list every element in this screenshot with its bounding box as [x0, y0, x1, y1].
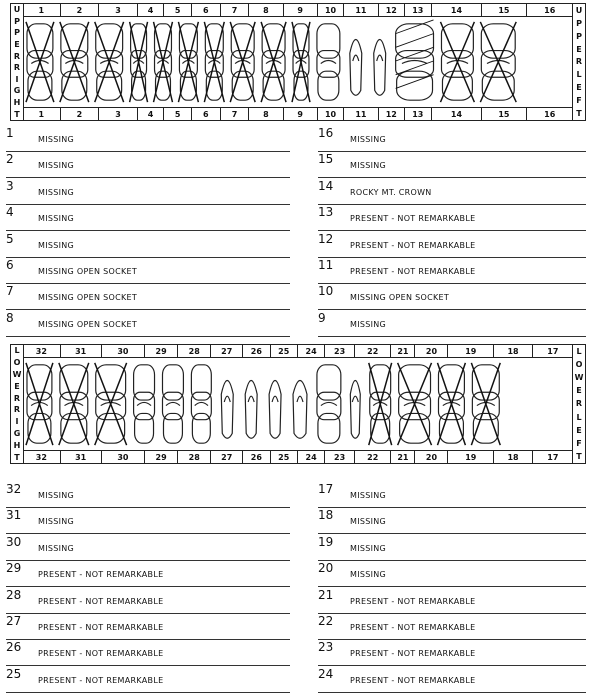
tooth-number-9: 9 [284, 4, 318, 16]
tooth-number-10: 10 [318, 4, 345, 16]
side-letter: E [14, 381, 20, 391]
tooth-note-13 [318, 205, 586, 231]
tooth-note-23 [318, 640, 586, 666]
tooth-note-text: MISSING [38, 543, 75, 553]
tooth-number-32: 32 [23, 451, 61, 463]
tooth-note-11 [318, 258, 586, 284]
upper-teeth-diagram [23, 16, 573, 108]
tooth-note-number: 7 [6, 284, 14, 299]
tooth-number-12: 12 [379, 4, 406, 16]
side-letter: T [576, 451, 582, 461]
tooth-note-31 [6, 508, 290, 534]
tooth-30 [95, 363, 127, 445]
tooth-note-text: PRESENT - NOT REMARKABLE [350, 623, 476, 632]
tooth-note-text: PRESENT - NOT REMARKABLE [38, 570, 164, 580]
tooth-note-number: 2 [6, 152, 14, 167]
tooth-note-number: 31 [6, 508, 22, 523]
tooth-note-3 [6, 179, 290, 205]
side-letter: G [13, 428, 21, 438]
tooth-11 [317, 24, 340, 100]
tooth-number-15: 15 [482, 108, 526, 120]
tooth-note-30 [6, 535, 290, 561]
tooth-note-text: PRESENT - NOT REMARKABLE [350, 675, 476, 685]
tooth-number-18: 18 [494, 345, 533, 357]
tooth-number-1: 1 [23, 4, 61, 16]
side-letter: L [576, 347, 582, 357]
tooth-note-number: 23 [318, 640, 334, 655]
tooth-note-number: 12 [318, 231, 334, 246]
tooth-number-4: 4 [138, 4, 165, 16]
tooth-note-number: 19 [318, 534, 334, 549]
tooth-note-text: MISSING [38, 187, 75, 197]
tooth-24 [269, 381, 281, 439]
tooth-note-text: MISSING [350, 517, 387, 527]
tooth-note-6 [6, 258, 290, 284]
tooth-7 [204, 22, 224, 102]
tooth-number-17: 17 [547, 452, 559, 462]
tooth-number-16: 16 [544, 5, 556, 15]
tooth-note-number: 3 [6, 178, 14, 193]
tooth-number-27: 27 [211, 345, 243, 357]
tooth-note-text: PRESENT - NOT REMARKABLE [38, 649, 164, 659]
tooth-note-9 [318, 311, 586, 337]
side-letter: F [576, 438, 582, 448]
tooth-17 [471, 363, 500, 445]
tooth-note-number: 16 [318, 126, 334, 140]
tooth-5 [154, 22, 173, 102]
side-letter: W [12, 369, 22, 379]
lower-teeth-diagram [23, 357, 573, 451]
tooth-18 [437, 363, 465, 445]
tooth-note-number: 13 [318, 205, 334, 220]
tooth-note-number: 22 [318, 614, 334, 628]
side-letter: E [576, 386, 582, 396]
tooth-number-23: 23 [325, 345, 355, 357]
tooth-number-21: 21 [391, 451, 415, 463]
tooth-note-rule [6, 336, 290, 337]
tooth-note-number: 8 [6, 310, 14, 325]
tooth-note-text: MISSING [38, 135, 75, 144]
tooth-note-number: 26 [6, 640, 22, 655]
tooth-note-14 [318, 179, 586, 205]
side-letter: O [13, 358, 21, 368]
side-letter: G [13, 86, 21, 96]
lower-left-side-label [572, 345, 585, 463]
side-letter: E [576, 425, 582, 435]
side-letter: O [575, 360, 583, 370]
tooth-note-text: PRESENT - NOT REMARKABLE [350, 649, 476, 659]
tooth-21 [350, 381, 360, 439]
tooth-number-31: 31 [61, 451, 102, 463]
tooth-22 [317, 365, 341, 443]
tooth-number-27: 27 [211, 451, 243, 463]
tooth-note-24 [318, 667, 586, 693]
tooth-28 [162, 365, 183, 443]
tooth-note-number: 15 [318, 152, 334, 167]
tooth-number-28: 28 [178, 345, 211, 357]
tooth-number-24: 24 [298, 345, 325, 357]
side-letter: T [576, 108, 582, 118]
tooth-note-10 [318, 284, 586, 310]
tooth-note-12 [318, 232, 586, 258]
tooth-14 [396, 20, 434, 100]
tooth-20 [369, 363, 392, 445]
tooth-number-29: 29 [145, 451, 178, 463]
side-letter: E [576, 83, 582, 93]
tooth-note-7 [6, 284, 290, 310]
tooth-number-5: 5 [164, 4, 192, 16]
side-letter: I [15, 74, 19, 84]
tooth-number-21: 21 [391, 345, 415, 357]
tooth-8 [230, 22, 255, 102]
tooth-note-text: PRESENT - NOT REMARKABLE [350, 214, 476, 224]
tooth-note-number: 30 [6, 534, 22, 549]
tooth-note-21 [318, 588, 586, 614]
tooth-note-text: PRESENT - NOT REMARKABLE [350, 596, 476, 606]
tooth-number-26: 26 [243, 345, 270, 357]
tooth-note-text: PRESENT - NOT REMARKABLE [350, 267, 476, 276]
side-letter: R [13, 393, 21, 403]
tooth-number-4: 4 [138, 108, 165, 120]
side-letter: I [15, 417, 19, 427]
tooth-number-9: 9 [284, 108, 318, 120]
tooth-number-5: 5 [164, 108, 192, 120]
side-letter: H [13, 98, 21, 108]
upper-left-side-label [572, 4, 585, 120]
tooth-note-8 [6, 311, 290, 337]
tooth-note-number: 14 [318, 178, 334, 193]
side-letter: L [576, 412, 582, 422]
tooth-number-8: 8 [249, 108, 283, 120]
tooth-number-13: 13 [405, 108, 432, 120]
side-letter: L [576, 70, 582, 80]
tooth-note-2 [6, 152, 290, 178]
tooth-note-number: 4 [6, 205, 14, 220]
tooth-number-25: 25 [271, 451, 298, 463]
tooth-note-number: 28 [6, 587, 22, 602]
tooth-number-25: 25 [271, 345, 298, 357]
side-letter: E [14, 40, 20, 50]
tooth-16 [480, 22, 516, 102]
tooth-note-number: 29 [6, 561, 22, 576]
tooth-note-text: MISSING OPEN SOCKET [38, 319, 138, 329]
tooth-note-27 [6, 614, 290, 640]
tooth-number-2: 2 [61, 108, 100, 120]
tooth-2 [60, 22, 89, 102]
tooth-number-7: 7 [221, 108, 250, 120]
tooth-26 [221, 381, 233, 439]
tooth-note-text: MISSING [38, 214, 75, 224]
tooth-number-19: 19 [448, 345, 494, 357]
tooth-note-number: 21 [318, 587, 334, 602]
tooth-note-20 [318, 561, 586, 587]
tooth-number-14: 14 [432, 4, 483, 16]
tooth-4 [130, 22, 148, 102]
tooth-9 [261, 22, 286, 102]
tooth-note-text: MISSING [38, 161, 75, 171]
tooth-note-19 [318, 535, 586, 561]
tooth-10 [292, 22, 310, 102]
tooth-note-26 [6, 640, 290, 666]
tooth-note-text: ROCKY MT. CROWN [350, 187, 432, 197]
tooth-number-20: 20 [415, 345, 448, 357]
tooth-note-text: MISSING [38, 240, 75, 250]
side-letter: R [575, 57, 583, 67]
tooth-note-number: 5 [6, 231, 14, 246]
tooth-23 [293, 381, 307, 439]
tooth-note-text: MISSING [350, 319, 387, 329]
lower-tooth-chart [10, 344, 586, 464]
tooth-25 [245, 381, 257, 439]
tooth-note-number: 10 [318, 284, 334, 299]
tooth-note-text: MISSING [350, 543, 387, 553]
tooth-number-28: 28 [178, 451, 211, 463]
tooth-number-11: 11 [344, 108, 378, 120]
tooth-note-28 [6, 588, 290, 614]
tooth-number-26: 26 [243, 451, 270, 463]
tooth-number-3: 3 [99, 108, 138, 120]
upper-teeth-svg [23, 16, 573, 108]
side-letter: U [13, 5, 21, 15]
tooth-number-16: 16 [544, 109, 556, 119]
tooth-note-number: 6 [6, 258, 14, 272]
tooth-note-text: PRESENT - NOT REMARKABLE [38, 623, 164, 632]
tooth-note-rule [318, 336, 586, 337]
tooth-number-11: 11 [344, 4, 378, 16]
tooth-note-15 [318, 152, 586, 178]
tooth-number-17: 17 [547, 346, 559, 356]
tooth-note-22 [318, 614, 586, 640]
tooth-note-text: MISSING OPEN SOCKET [38, 293, 138, 303]
tooth-note-text: PRESENT - NOT REMARKABLE [38, 675, 164, 685]
tooth-number-14: 14 [432, 108, 483, 120]
tooth-note-number: 27 [6, 614, 22, 628]
tooth-27 [191, 365, 211, 443]
tooth-number-13: 13 [405, 4, 432, 16]
tooth-note-18 [318, 508, 586, 534]
tooth-29 [134, 365, 155, 443]
side-letter: R [13, 63, 21, 73]
tooth-19 [398, 363, 432, 445]
tooth-note-25 [6, 667, 290, 693]
tooth-number-6: 6 [192, 4, 221, 16]
tooth-note-17 [318, 482, 586, 508]
tooth-note-5 [6, 232, 290, 258]
tooth-note-number: 24 [318, 666, 334, 681]
tooth-12 [350, 39, 362, 95]
tooth-1 [26, 22, 54, 102]
tooth-note-32 [6, 482, 290, 508]
tooth-note-number: 18 [318, 508, 334, 523]
tooth-number-24: 24 [298, 451, 325, 463]
tooth-number-12: 12 [379, 108, 406, 120]
tooth-15 [440, 22, 474, 102]
side-letter: P [576, 18, 582, 28]
tooth-number-18: 18 [494, 451, 533, 463]
tooth-note-number: 1 [6, 126, 14, 140]
tooth-note-text: MISSING [38, 491, 75, 500]
tooth-number-20: 20 [415, 451, 448, 463]
side-letter: U [575, 5, 583, 15]
tooth-number-23: 23 [325, 451, 355, 463]
tooth-number-10: 10 [318, 108, 345, 120]
tooth-number-6: 6 [192, 108, 221, 120]
tooth-number-30: 30 [102, 345, 145, 357]
lower-teeth-svg [23, 357, 573, 451]
tooth-note-number: 17 [318, 482, 334, 496]
side-letter: R [13, 405, 21, 415]
tooth-note-4 [6, 205, 290, 231]
tooth-note-text: MISSING [38, 517, 75, 527]
tooth-note-text: MISSING [350, 570, 387, 580]
tooth-6 [178, 22, 198, 102]
side-letter: R [575, 399, 583, 409]
side-letter: E [576, 44, 582, 54]
side-letter: P [576, 31, 582, 41]
lower-tooth-number-row-bottom [23, 450, 573, 463]
side-letter: T [14, 109, 20, 119]
tooth-note-text: MISSING [350, 161, 387, 171]
tooth-number-32: 32 [23, 345, 61, 357]
tooth-note-text: MISSING [350, 491, 387, 500]
tooth-31 [59, 363, 89, 445]
tooth-note-29 [6, 561, 290, 587]
side-letter: T [14, 452, 20, 462]
side-letter: F [576, 96, 582, 106]
tooth-number-22: 22 [355, 451, 392, 463]
tooth-number-3: 3 [99, 4, 138, 16]
tooth-number-30: 30 [102, 451, 145, 463]
tooth-number-19: 19 [448, 451, 494, 463]
tooth-number-2: 2 [61, 4, 100, 16]
tooth-number-1: 1 [23, 108, 61, 120]
tooth-number-29: 29 [145, 345, 178, 357]
tooth-note-text: MISSING OPEN SOCKET [350, 293, 450, 303]
side-letter: H [13, 440, 21, 450]
upper-tooth-number-row-bottom [23, 107, 573, 120]
tooth-32 [26, 363, 53, 445]
tooth-note-text: MISSING [350, 135, 387, 144]
tooth-3 [95, 22, 124, 102]
tooth-note-number: 25 [6, 666, 22, 681]
side-letter: P [14, 16, 20, 26]
side-letter: L [14, 346, 20, 356]
side-letter: R [13, 51, 21, 61]
side-letter: W [574, 373, 584, 383]
tooth-note-number: 9 [318, 310, 326, 325]
tooth-note-text: MISSING OPEN SOCKET [38, 267, 138, 276]
tooth-number-8: 8 [249, 4, 283, 16]
tooth-note-number: 20 [318, 561, 334, 576]
tooth-number-15: 15 [482, 4, 526, 16]
tooth-note-text: PRESENT - NOT REMARKABLE [350, 240, 476, 250]
tooth-note-text: PRESENT - NOT REMARKABLE [38, 596, 164, 606]
upper-tooth-chart [10, 3, 586, 121]
tooth-note-number: 11 [318, 258, 334, 272]
tooth-number-22: 22 [355, 345, 392, 357]
tooth-note-16 [318, 126, 586, 152]
side-letter: P [14, 28, 20, 38]
tooth-number-31: 31 [61, 345, 102, 357]
tooth-13 [374, 39, 386, 95]
tooth-note-1 [6, 126, 290, 152]
tooth-note-number: 32 [6, 482, 22, 496]
tooth-number-7: 7 [221, 4, 250, 16]
